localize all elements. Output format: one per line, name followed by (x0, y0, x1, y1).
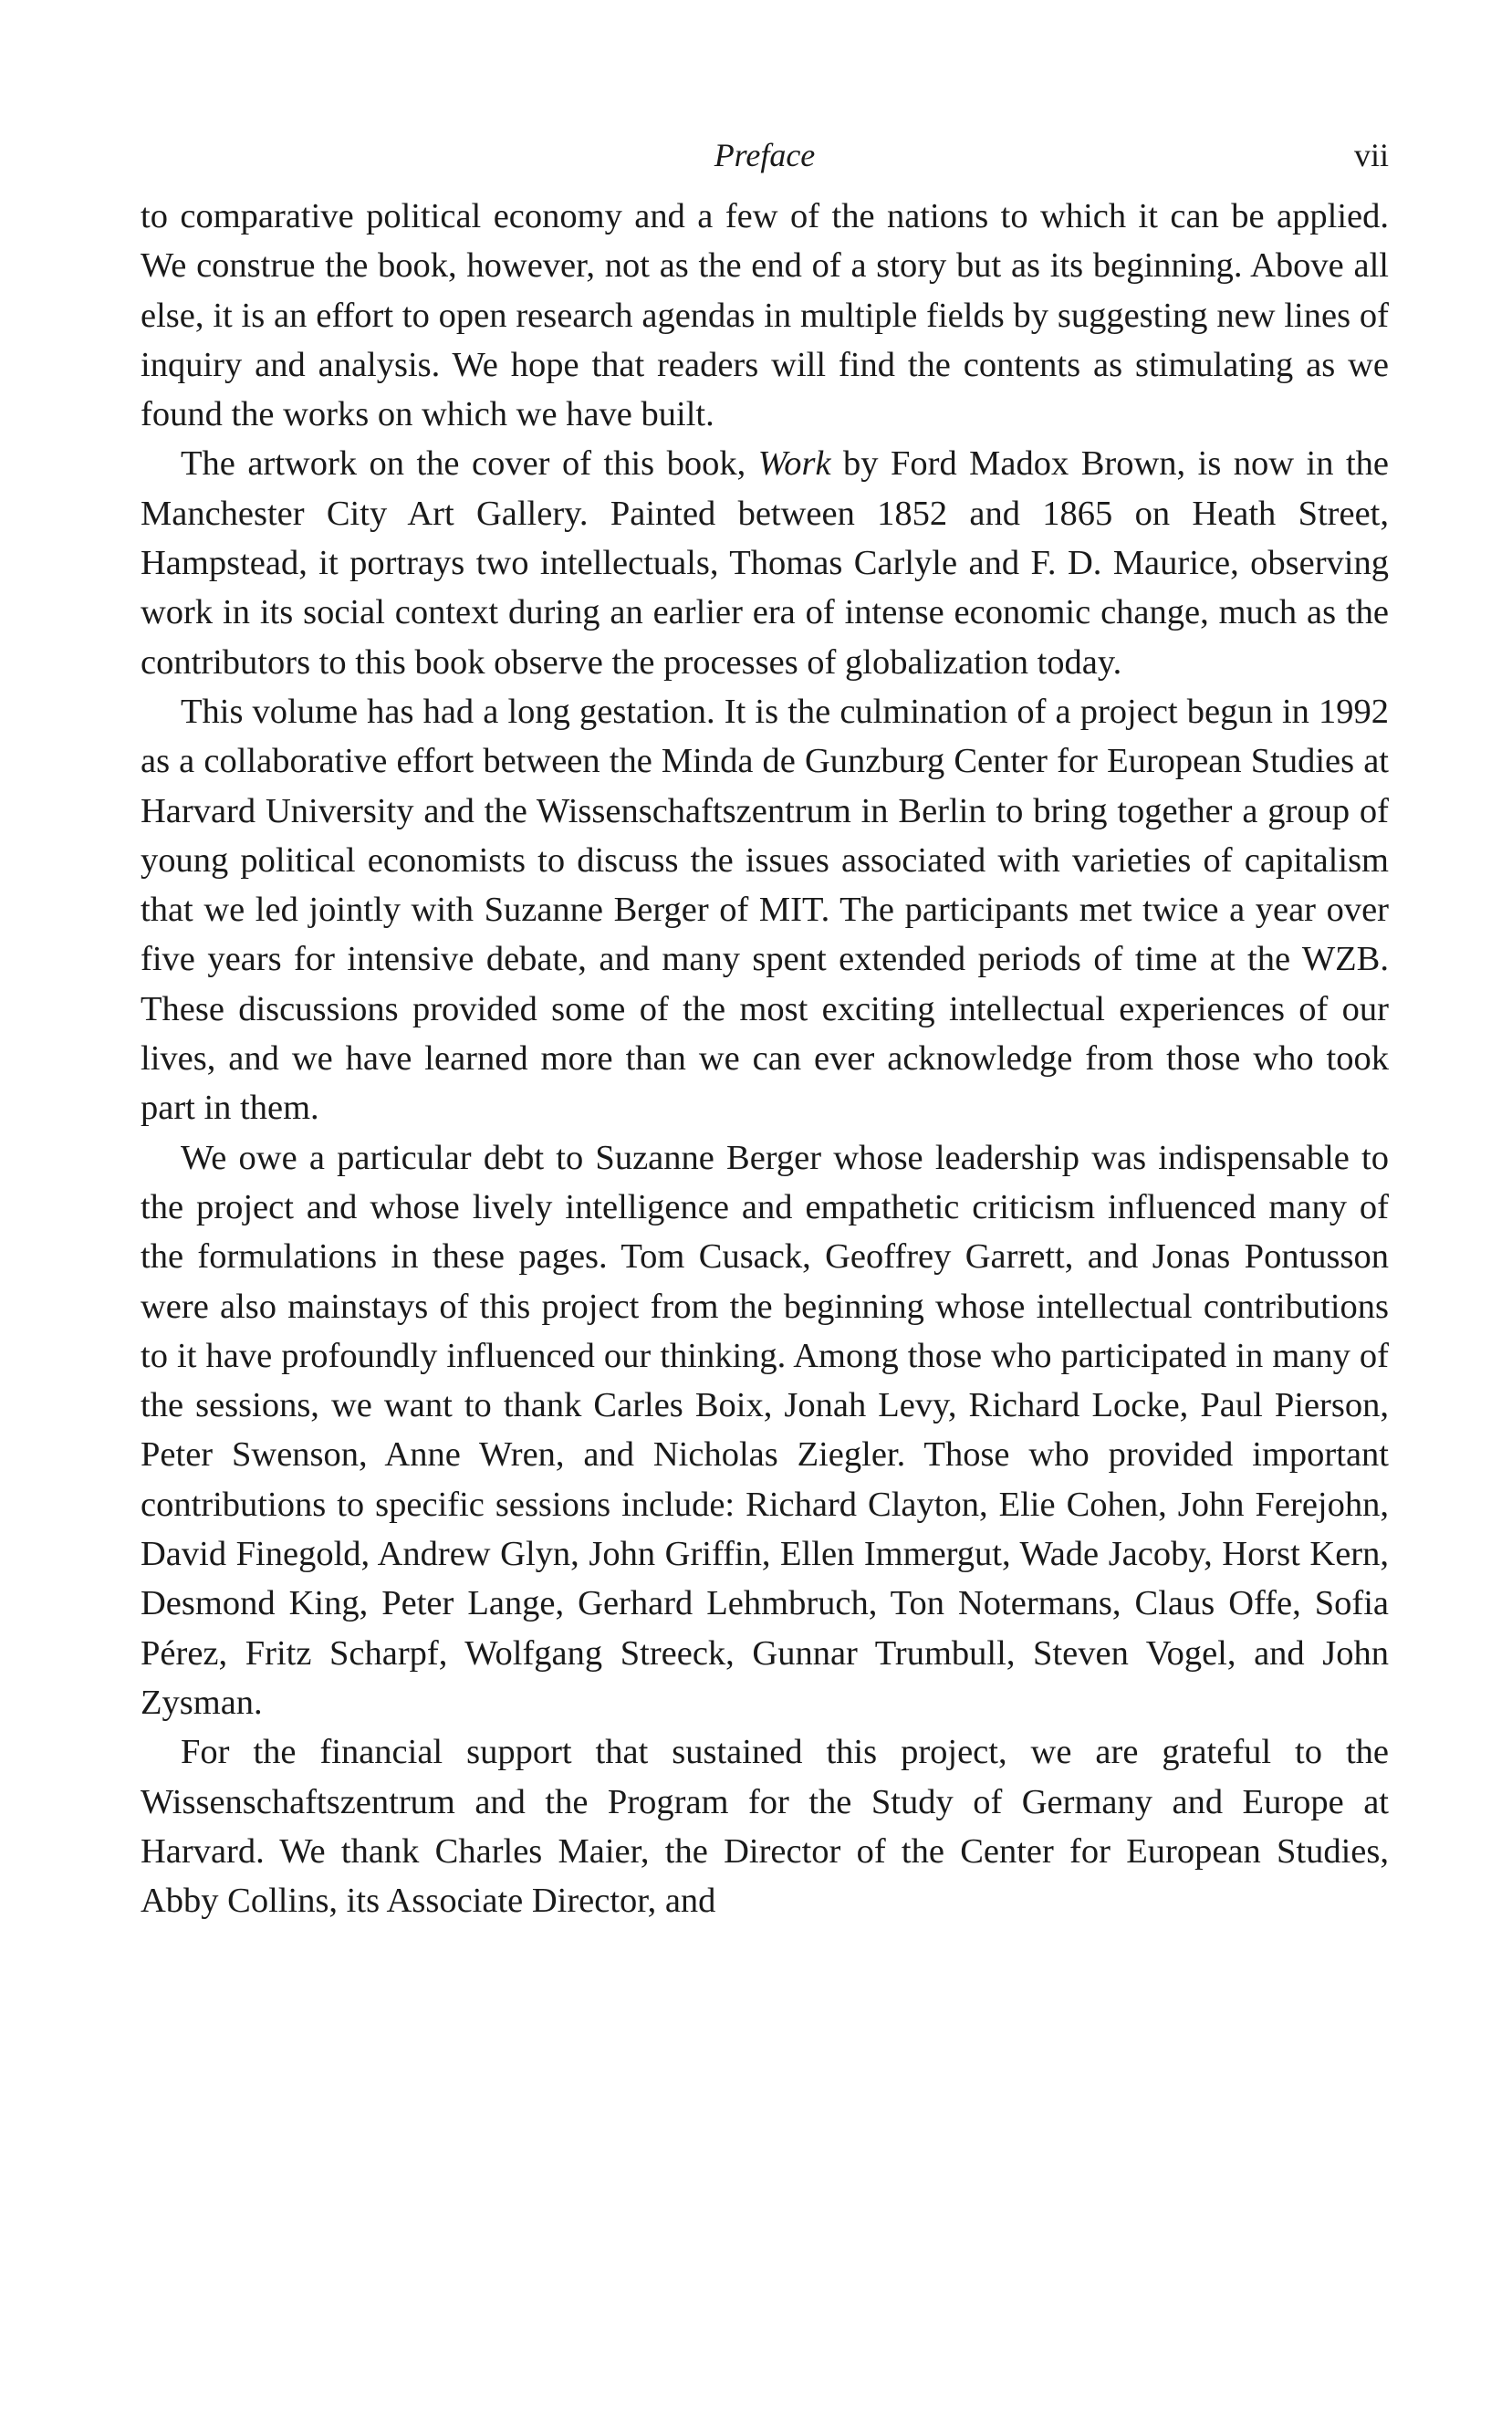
paragraph-gestation (141, 687, 1389, 1133)
paragraph-text-before: The artwork on the cover of this book, (181, 444, 758, 484)
paragraph-acknowledgements (141, 1133, 1389, 1728)
paragraph-text: to comparative political economy and a few of the nations to which it can be applied. We construe the book, however, not as the end of a story but as its beginning. Above all else, it is an effort to open research agendas in multiple fields by suggesting new lines of inquiry and analysis. We hope that readers will find the contents as stimulating as we found the works on which we have built. (141, 197, 1389, 434)
paragraph-continued (141, 192, 1389, 439)
paragraph-text-after: by Ford Madox Brown, is now in the Manchester City Art Gallery. Painted between 1852 and 1865 on Heath Street, Hampstead, it portrays two intellectuals, Thomas Carlyle and F. D. Maurice, observing work in its social context during an earlier era of intense economic change, much as the contributors to this book observe the processes of globalization today. (141, 444, 1389, 682)
book-page (141, 128, 1389, 1925)
running-title: Preface (714, 137, 816, 173)
paragraph-text: We owe a particular debt to Suzanne Berger whose leadership was indispensable to the project and whose lively intelligence and empathetic criticism influenced many of the formulations in these pages. Tom Cusack, Geoffrey Garrett, and Jonas Pontusson were also mainstays of this project from the beginning whose intellectual contributions to it have profoundly influenced our thinking. Among those who participated in many of the sessions, we want to thank Carles Boix, Jonah Levy, Richard Locke, Paul Pierson, Peter Swenson, Anne Wren, and Nicholas Ziegler. Those who provided important contributions to specific sessions include: Richard Clayton, Elie Cohen, John Ferejohn, David Finegold, Andrew Glyn, John Griffin, Ellen Immergut, Wade Jacoby, Horst Kern, Desmond King, Peter Lange, Gerhard Lehmbruch, Ton Notermans, Claus Offe, Sofia Pérez, Fritz Scharpf, Wolfgang Streeck, Gunnar Trumbull, Steven Vogel, and John Zysman. (141, 1138, 1389, 1722)
paragraph-text: For the financial support that sustained this project, we are grateful to the Wissenschaftszentrum and the Program for the Study of Germany and Europe at Harvard. We thank Charles Maier, the Director of the Center for European Studies, Abby Collins, its Associate Director, and (141, 1733, 1389, 1921)
paragraph-cover-artwork (141, 439, 1389, 686)
paragraph-financial-support (141, 1727, 1389, 1925)
page-number: vii (1353, 137, 1389, 173)
body-text (141, 192, 1389, 1925)
running-head (141, 128, 1389, 183)
paragraph-text: This volume has had a long gestation. It is the culmination of a project begun in 1992 as a collaborative effort between the Minda de Gunzburg Center for European Studies at Harvard University and the Wissenschaftszentrum in Berlin to bring together a group of young political economists to discuss the issues associated with varieties of capitalism that we led jointly with Suzanne Berger of MIT. The participants met twice a year over five years for intensive debate, and many spent extended periods of time at the WZB. These discussions provided some of the most exciting intellectual experiences of our lives, and we have learned more than we can ever acknowledge from those who took part in them. (141, 692, 1389, 1128)
artwork-title: Work (757, 444, 831, 484)
